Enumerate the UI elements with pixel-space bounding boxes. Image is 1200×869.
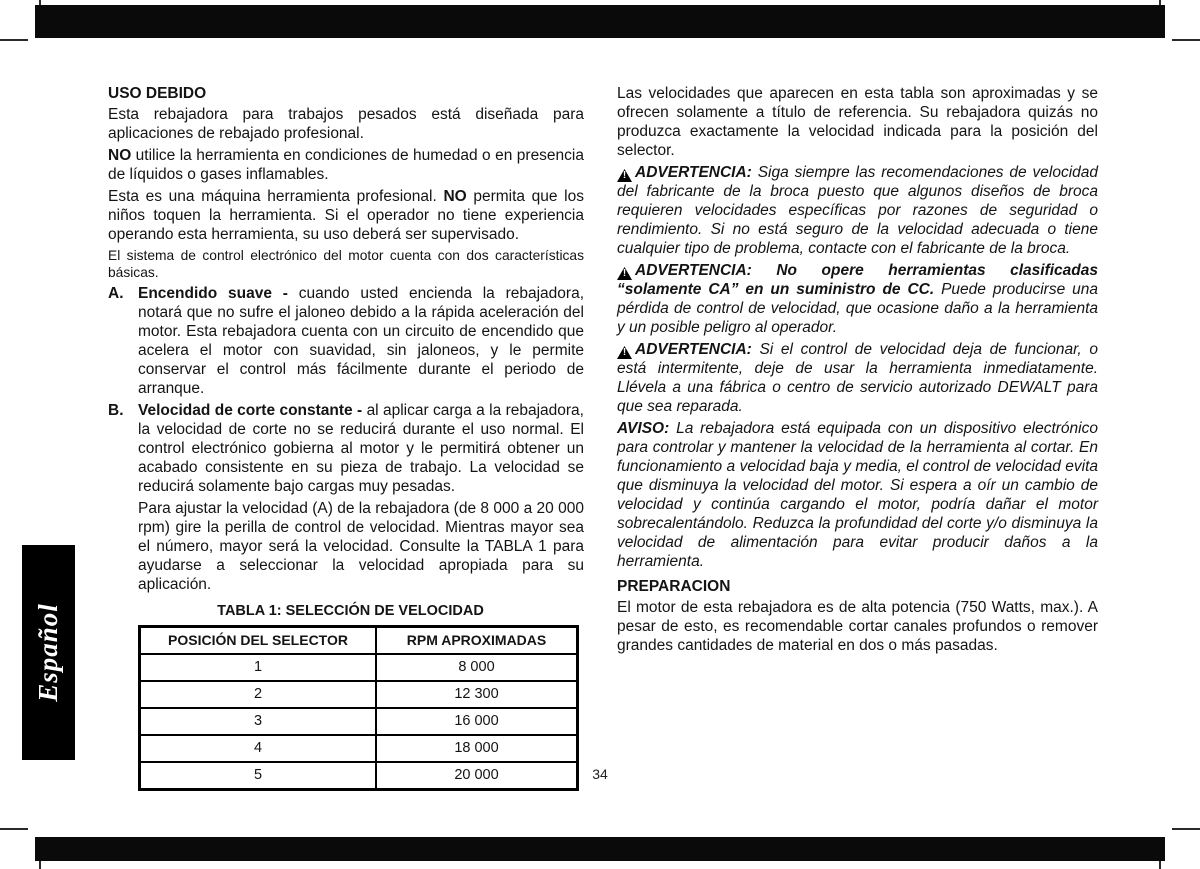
table-header: RPM APROXIMADAS [376, 627, 578, 655]
language-tab [22, 545, 75, 760]
language-tab-label: Español [33, 603, 64, 702]
crop-mark-bottom-left-h [0, 828, 28, 830]
table-row: 3 16 000 [140, 708, 578, 735]
left-column [108, 84, 584, 791]
table-row: 4 18 000 [140, 735, 578, 762]
section-heading-uso-debido: USO DEBIDO [108, 85, 207, 102]
crop-mark-top-right-h [1172, 39, 1200, 41]
warning-icon [617, 267, 632, 280]
list-item-label: B. [108, 402, 124, 419]
paragraph: Las velocidades que aparecen en esta tabla son aproximadas y se ofrecen solamente a título de referencia. Su rebajadora quizás no produzca exactamente la velocidad indicada para la posición del selector. [617, 85, 1098, 159]
table-row: 1 8 000 [140, 654, 578, 681]
table-row: 2 12 300 [140, 681, 578, 708]
warning-icon [617, 169, 632, 182]
paragraph: Esta es una máquina herramienta profesional. NO permita que los niños toquen la herramienta. Si el operador no tiene experiencia operando esta herramienta, su uso deberá ser supervisado. [108, 188, 584, 243]
list-item-title: Velocidad de corte constante - [138, 402, 367, 419]
table-header: POSICIÓN DEL SELECTOR [140, 627, 377, 655]
warning-paragraph: !ADVERTENCIA: No opere herramientas clasificadas “solamente CA” en un suministro de CC. Puede producirse una pérdida de control de velocidad, que ocasione daño a la herramienta y un posible peligro al operador. [617, 261, 1098, 337]
warning-paragraph: !ADVERTENCIA: Siga siempre las recomendaciones de velocidad del fabricante de la broca puesto que algunos diseños de broca requieren velocidades específicas por razones de seguridad o rendimiento. Si no está seguro de la velocidad adecuada o tiene cualquier tipo de problema, contacte con el fabricante de la broca. [617, 163, 1098, 258]
bottom-bar [35, 837, 1165, 861]
paragraph: El sistema de control electrónico del motor cuenta con dos características básicas. [108, 248, 584, 280]
right-column [617, 84, 1098, 658]
table-header-row [140, 627, 578, 655]
list-item-b: B. Velocidad de corte constante - al aplicar carga a la rebajadora, la velocidad de corte no se reducirá durante el uso normal. El control electrónico gobierna al motor y le permitirá obtener un acabado consistente en su pieza de trabajo. La velocidad se reducirá solamente bajo cargas muy pesadas. Para ajustar la velocidad (A) de la rebajadora (de 8 000 a 20 000 rpm) gire la perilla de control de velocidad. Mientras mayor sea el número, mayor será la velocidad. Consulte la TABLA 1 para ayudarse a seleccionar la velocidad apropiada para su aplicación. [108, 401, 584, 597]
page-number: 34 [592, 766, 608, 782]
warning-icon [617, 346, 632, 359]
crop-mark-top-left-h [0, 39, 28, 41]
table-title: TABLA 1: SELECCIÓN DE VELOCIDAD [217, 603, 484, 619]
table-row: 5 20 000 [140, 762, 578, 790]
warning-paragraph: !ADVERTENCIA: Si el control de velocidad deja de funcionar, o está intermitente, deje de usar la herramienta inmediatamente. Llévela a una fábrica o centro de servicio autorizado DEWALT para que sea reparada. [617, 340, 1098, 416]
paragraph: Esta rebajadora para trabajos pesados está diseñada para aplicaciones de rebajado profesional. [108, 106, 584, 142]
list-item-title: Encendido suave - [138, 285, 299, 302]
list-item-label: A. [108, 285, 124, 302]
paragraph: El motor de esta rebajadora es de alta potencia (750 Watts, max.). A pesar de esto, es recomendable cortar canales profundos o remover grandes cantidades de material en dos o más pasadas. [617, 599, 1098, 654]
top-bar [35, 5, 1165, 38]
paragraph: NO utilice la herramienta en condiciones de humedad o en presencia de líquidos o gases inflamables. [108, 147, 584, 183]
notice-paragraph: AVISO: La rebajadora está equipada con un dispositivo electrónico para controlar y mantener la velocidad de la herramienta al cortar. En funcionamiento a velocidad baja y media, el control de velocidad evita que disminuya la velocidad del motor. Si espera a oír un cambio de velocidad y continúa cargando el motor, podría dañar el motor sobrecalentándolo. Reduzca la profundidad del corte y/o disminuya la velocidad de alimentación para evitar producir daños a la herramienta. [617, 420, 1098, 570]
section-heading-preparacion: PREPARACION [617, 578, 731, 595]
list-item-a: A. Encendido suave - cuando usted encienda la rebajadora, notará que no sufre el jaloneo debido a la rápida aceleración del motor. Esta rebajadora cuenta con un circuito de encendido que acelera el motor con suavidad, sin jaloneos, y le permite conservar el control más fácilmente durante el periodo de arranque. [108, 285, 585, 397]
crop-mark-bottom-right-h [1172, 828, 1200, 830]
